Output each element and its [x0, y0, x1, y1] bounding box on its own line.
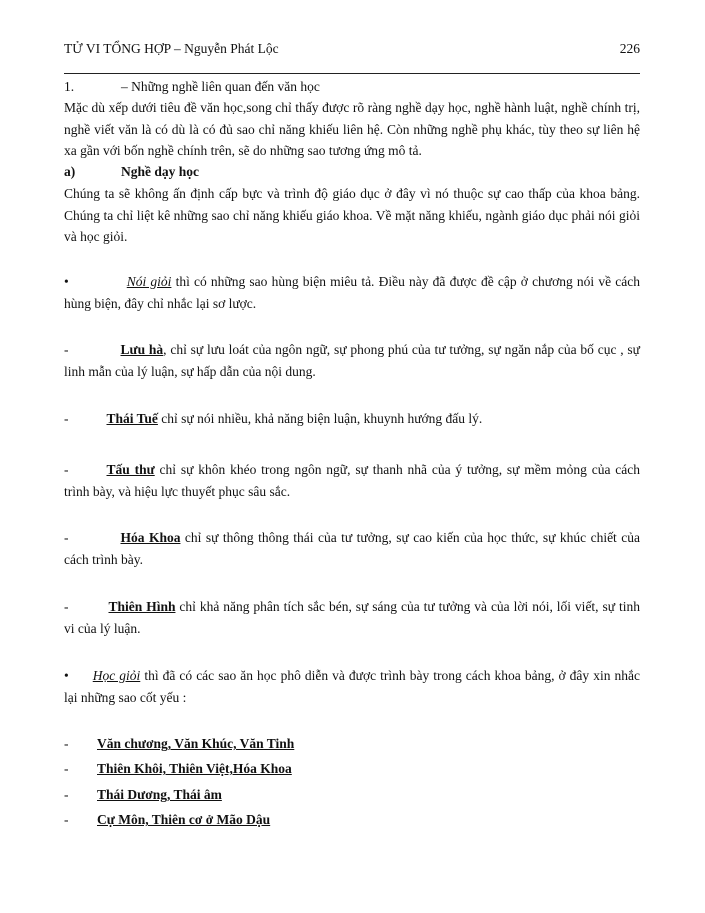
- bullet-marker: •: [64, 668, 69, 683]
- dash-marker: -: [64, 462, 69, 477]
- term-tau-thu: Tấu thư: [106, 462, 155, 477]
- dash-marker: -: [64, 530, 69, 545]
- list-item: [64, 596, 640, 639]
- bullet-text: thì có những sao hùng biện miêu tả. Điều này đã được đề cập ở chương nói về cách hùng biện, đây chỉ nhắc lại sơ lược.: [64, 274, 640, 311]
- star-group-cu-co: Cự Môn, Thiên cơ ở Mão Dậu: [97, 812, 271, 827]
- subsection-label: a): [64, 164, 76, 179]
- dash-marker: -: [64, 787, 69, 802]
- list-item: [64, 339, 640, 382]
- term-thien-hinh: Thiên Hình: [108, 599, 176, 614]
- subsection-heading: [64, 161, 640, 183]
- item-text: chỉ sự thông thông thái của tư tưởng, sự cao kiến của học thức, sự khúc chiết của cách trình bày.: [64, 530, 640, 567]
- term-thai-tue: Thái Tuế: [106, 411, 158, 426]
- term-luu-ha: Lưu hà: [120, 342, 164, 357]
- list-item: [64, 527, 640, 570]
- term-hoc-gioi: Học giỏi: [92, 668, 141, 683]
- star-group-van: Văn chương, Văn Khúc, Văn Tinh: [97, 736, 295, 751]
- dash-marker: -: [64, 761, 69, 776]
- star-group-khoi-viet: Thiên Khôi, Thiên Việt,Hóa Khoa: [97, 761, 292, 776]
- intro-paragraph: Mặc dù xếp dưới tiêu đề văn học,song chỉ thấy được rõ ràng nghề dạy học, nghề hành luật, nghề chính trị, nghề viết văn là có dù là có đủ sao chỉ năng khiếu liên hệ. Còn những nghề phụ khác, tùy theo sự liên hệ xa gần với bốn nghề chính trên, sẽ do những sao tương ứng mô tả.: [64, 100, 640, 158]
- bullet-noi-gioi: [64, 271, 640, 314]
- dash-marker: -: [64, 599, 69, 614]
- item-text: chỉ sự khôn khéo trong ngôn ngữ, sự thanh nhã của ý tưởng, sự mềm mỏng của cách trình bày, và hiệu lực thuyết phục sâu sắc.: [64, 462, 640, 499]
- term-noi-gioi: Nói giỏi: [126, 274, 172, 289]
- bullet-hoc-gioi: [64, 665, 640, 708]
- item-text: chỉ sự nói nhiều, khả năng biện luận, khuynh hướng đấu lý.: [157, 411, 483, 426]
- bullet-text: thì đã có các sao ăn học phô diễn và được trình bày trong cách khoa bảng, ở đây xin nhắc lại những sao cốt yếu :: [64, 668, 640, 705]
- item-text: chỉ khả năng phân tích sắc bén, sự sáng của tư tưởng và của lời nói, lối viết, sự tinh vi của lý luận.: [64, 599, 640, 636]
- page-number: 226: [619, 41, 640, 56]
- section-title: – Những nghề liên quan đến văn học: [121, 79, 320, 94]
- list-item: [64, 459, 640, 502]
- dash-marker: -: [64, 411, 69, 426]
- term-hoa-khoa: Hóa Khoa: [120, 530, 181, 545]
- bullet-marker: •: [64, 274, 69, 289]
- section-number: 1.: [64, 79, 75, 94]
- subsection-title: Nghề dạy học: [121, 164, 200, 179]
- dash-marker: -: [64, 342, 69, 357]
- header-title: TỬ VI TỔNG HỢP – Nguyễn Phát Lộc: [64, 41, 279, 56]
- page-header: [64, 41, 640, 74]
- section-heading: [64, 76, 640, 98]
- dash-marker: -: [64, 736, 69, 751]
- item-text: , chỉ sự lưu loát của ngôn ngữ, sự phong phú của tư tưởng, sự ngăn nắp của bố cục , sự linh mẫn của lý luận, sự hấp dẫn của nội dung.: [64, 342, 640, 379]
- list-item: [64, 408, 640, 430]
- dash-marker: -: [64, 812, 69, 827]
- star-group-nhat-nguyet: Thái Dương, Thái âm: [97, 787, 222, 802]
- sub-intro-paragraph: Chúng ta sẽ không ấn định cấp bực và trình độ giáo dục ở đây vì nó thuộc sự cao thấp của khoa bảng. Chúng ta chỉ liệt kê những sao chỉ năng khiếu giáo khoa. Về mặt năng khiếu, ngành giáo dục phải nói giỏi và học giỏi.: [64, 186, 640, 244]
